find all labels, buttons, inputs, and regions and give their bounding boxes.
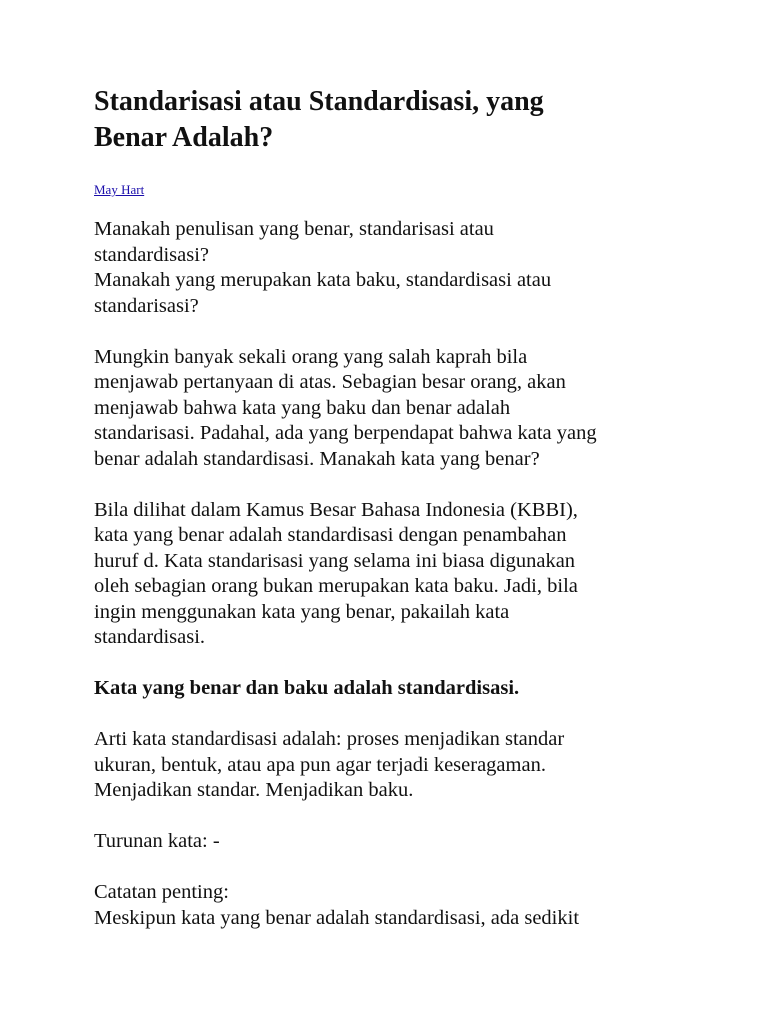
paragraph-line: menjawab bahwa kata yang baku dan benar adalah — [94, 396, 511, 419]
paragraph-line: kata yang benar adalah standardisasi dengan penambahan — [94, 524, 567, 546]
paragraph-line: Arti kata standardisasi adalah: proses menjadikan standar — [94, 728, 565, 750]
paragraph-line: Meskipun kata yang benar adalah standardisasi, ada sedikit — [94, 906, 580, 929]
paragraph-line: standardisasi? — [94, 243, 209, 266]
paragraph-line: standarisasi? — [94, 294, 199, 317]
bold-statement-paragraph — [94, 676, 744, 702]
paragraph-line: Menjadikan standar. Menjadikan baku. — [94, 779, 414, 801]
paragraph-line: huruf d. Kata standarisasi yang selama ini biasa digunakan — [94, 549, 576, 572]
paragraph-line: Manakah penulisan yang benar, standarisasi atau — [94, 218, 494, 240]
paragraph-line: standarisasi. Padahal, ada yang berpendapat bahwa kata yang — [94, 422, 597, 444]
paragraph-line: oleh sebagian orang bukan merupakan kata baku. Jadi, bila — [94, 575, 578, 597]
paragraph-line: Manakah yang merupakan kata baku, standardisasi atau — [94, 269, 552, 291]
paragraph-line: ingin menggunakan kata yang benar, pakailah kata — [94, 600, 510, 623]
paragraph-line: benar adalah standardisasi. Manakah kata yang benar? — [94, 447, 540, 470]
paragraph-line: Kata yang benar dan baku adalah standardisasi. — [94, 677, 520, 699]
paragraph-line: Catatan penting: — [94, 881, 229, 903]
paragraph-line: Bila dilihat dalam Kamus Besar Bahasa Indonesia (KBBI), — [94, 498, 578, 521]
paragraph-line: Turunan kata: - — [94, 830, 220, 852]
body-paragraph — [94, 829, 744, 855]
body-paragraph — [94, 727, 744, 804]
title-line: Standarisasi atau Standardisasi, yang — [94, 86, 544, 117]
article-title — [94, 84, 744, 156]
title-line: Benar Adalah? — [94, 122, 274, 153]
author-link[interactable]: May Hart — [94, 182, 145, 197]
paragraph-line: menjawab pertanyaan di atas. Sebagian besar orang, akan — [94, 371, 566, 393]
document-page — [94, 84, 744, 957]
paragraph-line: Mungkin banyak sekali orang yang salah kaprah bila — [94, 345, 528, 368]
body-paragraph — [94, 345, 744, 473]
body-paragraph — [94, 880, 744, 931]
paragraph-line: ukuran, bentuk, atau apa pun agar terjadi keseragaman. — [94, 753, 546, 776]
article-body — [94, 217, 744, 931]
body-paragraph — [94, 217, 744, 319]
body-paragraph — [94, 498, 744, 651]
paragraph-line: standardisasi. — [94, 626, 206, 648]
